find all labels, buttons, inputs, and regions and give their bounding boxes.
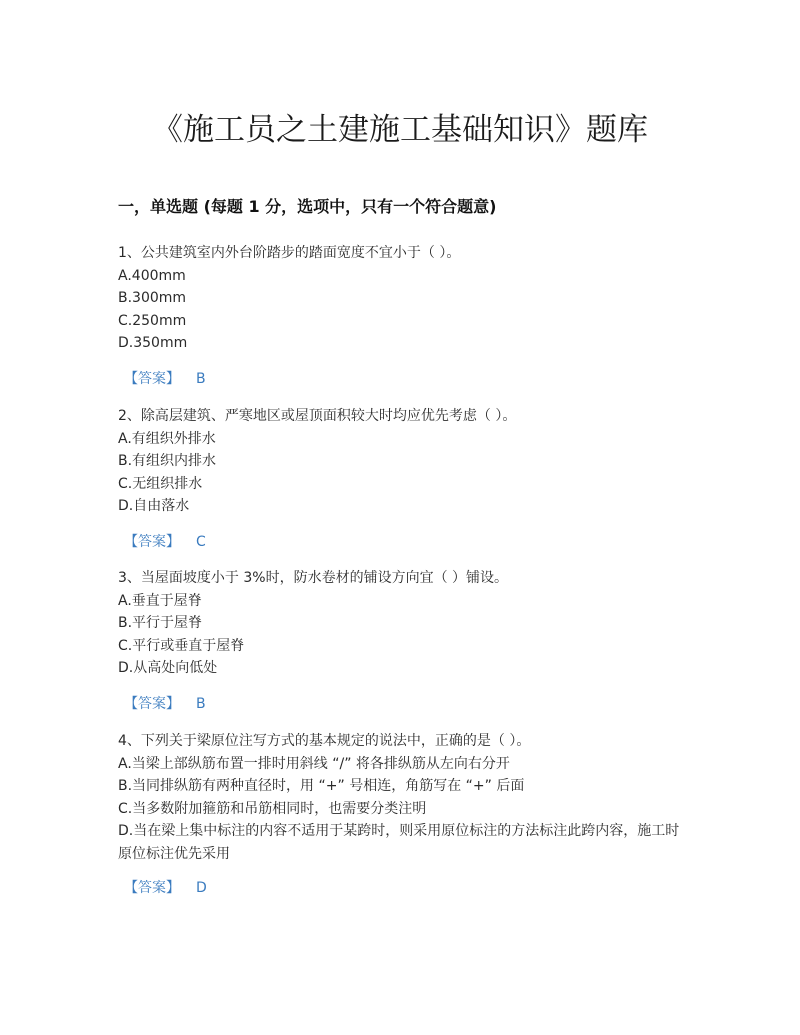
section-heading: 一，单选题 (每题 1 分，选项中，只有一个符合题意): [118, 197, 497, 216]
question-stem: 2、除高层建筑、严寒地区或屋顶面积较大时均应优先考虑（ ）。: [118, 408, 517, 424]
answer-label: 【答案】: [124, 534, 180, 550]
option-b: B.有组织内排水: [118, 453, 217, 469]
answer-label: 【答案】: [124, 880, 180, 896]
option-c: C.无组织排水: [118, 475, 203, 492]
document-title: 《施工员之土建施工基础知识》题库: [152, 112, 648, 148]
option-a: A.垂直于屋脊: [118, 592, 202, 609]
question-3: [118, 567, 688, 680]
answer-3: [124, 693, 206, 715]
option-d: D.350mm: [118, 335, 188, 351]
question-2: [118, 405, 688, 518]
question-stem: 3、当屋面坡度小于 3%时，防水卷材的铺设方向宜（ ）铺设。: [118, 570, 509, 586]
question-1: [118, 242, 688, 355]
question-stem: 1、公共建筑室内外台阶踏步的踏面宽度不宜小于（ ）。: [118, 245, 461, 261]
option-a: A.400mm: [118, 267, 186, 284]
answer-label: 【答案】: [124, 696, 180, 712]
question-4: [118, 730, 688, 865]
answer-value: B: [196, 371, 206, 387]
answer-4: [124, 877, 207, 899]
answer-2: [124, 531, 206, 553]
answer-value: C: [196, 534, 206, 550]
answer-value: D: [196, 880, 207, 896]
option-b: B.300mm: [118, 290, 187, 306]
option-d: D.当在梁上集中标注的内容不适用于某跨时，则采用原位标注的方法标注此跨内容，施工时原位标注优先采用: [118, 823, 680, 862]
option-c: C.平行或垂直于屋脊: [118, 637, 245, 654]
option-a: A.当梁上部纵筋布置一排时用斜线 “/” 将各排纵筋从左向右分开: [118, 755, 510, 772]
option-d: D.自由落水: [118, 498, 190, 514]
option-b: B.平行于屋脊: [118, 615, 203, 631]
option-c: C.当多数附加箍筋和吊筋相同时，也需要分类注明: [118, 800, 427, 817]
answer-value: B: [196, 696, 206, 712]
answer-label: 【答案】: [124, 371, 180, 387]
option-c: C.250mm: [118, 312, 187, 329]
answer-1: [124, 368, 206, 390]
question-stem: 4、下列关于梁原位注写方式的基本规定的说法中，正确的是（ ）。: [118, 733, 531, 749]
option-b: B.当同排纵筋有两种直径时，用 “+” 号相连，角筋写在 “+” 后面: [118, 778, 525, 794]
option-a: A.有组织外排水: [118, 430, 216, 447]
option-d: D.从高处向低处: [118, 660, 218, 676]
